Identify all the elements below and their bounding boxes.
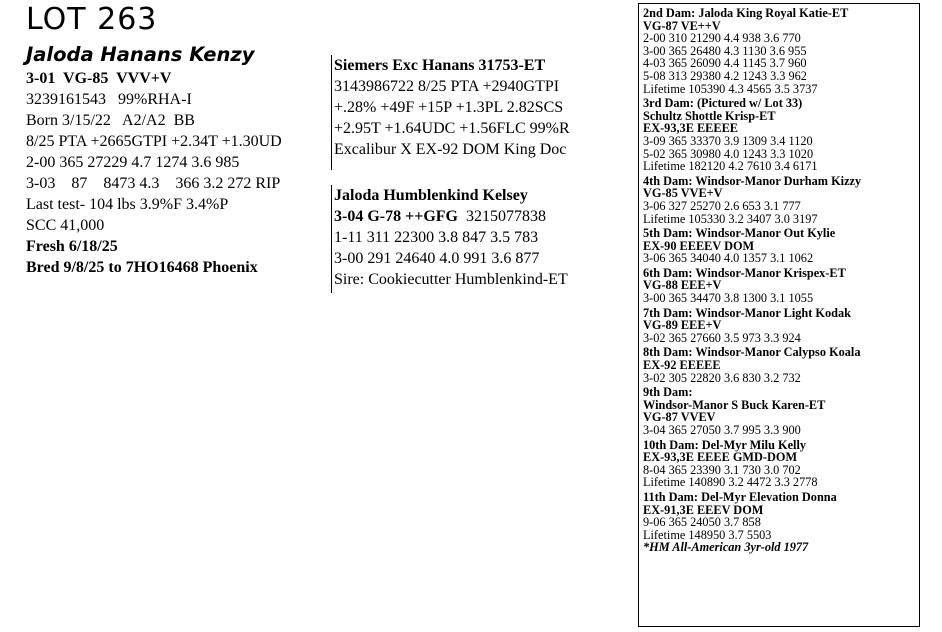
ancestor-record: 2-00 310 21290 4.4 938 3.6 770 — [643, 31, 801, 46]
dam-line: 3-00 291 24640 4.0 991 3.6 877 — [334, 250, 540, 267]
ancestor-record: 3-02 305 22820 3.6 830 3.2 732 — [643, 370, 801, 385]
ancestor-heading: 3rd Dam: (Pictured w/ Lot 33) — [643, 96, 803, 111]
ancestor-heading: EX-93,3E EEEE GMD-DOM — [643, 450, 798, 465]
ancestor-record: 3-00 365 34470 3.8 1300 3.1 1055 — [643, 291, 814, 306]
ancestor-record: Lifetime 140890 3.2 4472 3.3 2778 — [643, 475, 818, 490]
ancestor-heading: VG-85 VVE+V — [643, 186, 723, 201]
animal-info-line: SCC 41,000 — [26, 217, 105, 234]
pedigree-list — [643, 7, 915, 554]
pedigree-box — [638, 3, 920, 627]
dam-ancestor-entry — [643, 97, 915, 173]
ancestor-record: 3-06 327 25270 2.6 653 3.1 777 — [643, 198, 801, 213]
animal-info-line: 8/25 PTA +2665GTPI +2.34T +1.30UD — [26, 133, 282, 150]
ancestor-heading: 9th Dam: — [643, 385, 693, 400]
dam-ancestor-entry — [643, 7, 915, 95]
dam-class-line — [334, 206, 634, 227]
lot-number: LOT 263 — [26, 2, 158, 37]
ancestor-record: 3-04 365 27050 3.7 995 3.3 900 — [643, 423, 801, 437]
ancestor-record: Lifetime 182120 4.2 7610 3.4 6171 — [643, 159, 818, 174]
ancestor-heading: 5th Dam: Windsor-Manor Out Kylie — [643, 226, 836, 241]
dam-line: Sire: Cookiecutter Humblenkind-ET — [334, 271, 568, 288]
ancestor-heading: Windsor-Manor S Buck Karen-ET — [643, 397, 826, 412]
ancestor-heading: EX-91,3E EEEV DOM — [643, 502, 764, 517]
ancestor-record: 3-02 365 27660 3.5 973 3.3 924 — [643, 330, 801, 345]
dam-name: Jaloda Humblenkind Kelsey — [334, 187, 528, 204]
sire-name: Siemers Exc Hanans 31753-ET — [334, 57, 546, 74]
ancestor-heading: 7th Dam: Windsor-Manor Light Kodak — [643, 305, 851, 320]
animal-info-line: Bred 9/8/25 to 7HO16468 Phoenix — [26, 259, 258, 276]
ancestor-record: 3-09 365 33370 3.9 1309 3.4 1120 — [643, 133, 813, 148]
animal-info — [26, 68, 326, 278]
dam-line: 1-11 311 22300 3.8 847 3.5 783 — [334, 229, 539, 246]
dam-reg-number: 3215077838 — [458, 208, 546, 225]
ancestor-note: *HM All-American 3yr-old 1977 — [643, 540, 809, 555]
ancestor-record: Lifetime 148950 3.7 5503 — [643, 527, 772, 542]
sire-line: +2.95T +1.64UDC +1.56FLC 99%R — [334, 120, 570, 137]
ancestor-record: 3-00 365 26480 4.3 1130 3.6 955 — [643, 43, 807, 58]
ancestor-heading: EX-93,3E EEEEE — [643, 121, 738, 136]
dam-ancestor-entry — [643, 175, 915, 225]
animal-info-line: Last test- 104 lbs 3.9%F 3.4%P — [26, 196, 229, 213]
ancestor-record: 5-02 365 30980 4.0 1243 3.3 1020 — [643, 146, 814, 161]
animal-info-line: 3-01 VG-85 VVV+V — [26, 70, 172, 87]
sire-info — [334, 55, 634, 160]
animal-info-line: 3239161543 99%RHA-I — [26, 91, 192, 108]
animal-info-line: Born 3/15/22 A2/A2 BB — [26, 112, 195, 129]
animal-name: Jaloda Hanans Kenzy — [26, 43, 255, 66]
ancestor-heading: EX-92 EEEEE — [643, 358, 721, 373]
ancestor-record: 8-04 365 23390 3.1 730 3.0 702 — [643, 462, 801, 477]
ancestor-heading: VG-89 EEE+V — [643, 318, 722, 333]
ancestor-record: 4-03 365 26090 4.4 1145 3.7 960 — [643, 56, 807, 71]
dam-ancestor-entry — [643, 439, 915, 489]
dam-ancestor-entry — [643, 491, 915, 554]
dam-ancestor-entry — [643, 307, 915, 345]
ancestor-heading: EX-90 EEEEV DOM — [643, 238, 755, 253]
ancestor-heading: 8th Dam: Windsor-Manor Calypso Koala — [643, 345, 861, 360]
ancestor-record: Lifetime 105390 4.3 4565 3.5 3737 — [643, 81, 818, 96]
dam-ancestor-entry — [643, 267, 915, 305]
sire-divider — [331, 55, 332, 170]
animal-info-line: Fresh 6/18/25 — [26, 238, 118, 255]
dam-info — [334, 185, 634, 288]
dam-ancestor-entry — [643, 386, 915, 436]
animal-info-line: 2-00 365 27229 4.7 1274 3.6 985 — [26, 154, 240, 171]
ancestor-record: 3-06 365 34040 4.0 1357 3.1 1062 — [643, 251, 814, 266]
animal-info-line: 3-03 87 8473 4.3 366 3.2 272 RIP — [26, 175, 281, 192]
ancestor-heading: 10th Dam: Del-Myr Milu Kelly — [643, 437, 807, 452]
dam-classification: 3-04 G-78 ++GFG — [334, 208, 458, 225]
ancestor-heading: 2nd Dam: Jaloda King Royal Katie-ET — [643, 6, 849, 20]
sire-line: +.28% +49F +15P +1.3PL 2.82SCS — [334, 99, 564, 116]
sire-line: Excalibur X EX-92 DOM King Doc — [334, 141, 567, 158]
dam-ancestor-entry — [643, 346, 915, 384]
ancestor-heading: 11th Dam: Del-Myr Elevation Donna — [643, 489, 837, 504]
ancestor-heading: VG-87 VVEV — [643, 410, 716, 425]
ancestor-record: Lifetime 105330 3.2 3407 3.0 3197 — [643, 211, 818, 226]
ancestor-heading: VG-88 EEE+V — [643, 278, 722, 293]
ancestor-heading: 6th Dam: Windsor-Manor Krispex-ET — [643, 265, 846, 280]
sire-line: 3143986722 8/25 PTA +2940GTPI — [334, 78, 560, 95]
ancestor-heading: 4th Dam: Windsor-Manor Durham Kizzy — [643, 173, 862, 188]
dam-ancestor-entry — [643, 227, 915, 265]
ancestor-heading: Schultz Shottle Krisp-ET — [643, 108, 776, 123]
ancestor-heading: VG-87 VE++V — [643, 18, 721, 33]
ancestor-record: 9-06 365 24050 3.7 858 — [643, 515, 761, 530]
ancestor-record: 5-08 313 29380 4.2 1243 3.3 962 — [643, 68, 807, 83]
dam-divider — [331, 185, 332, 293]
